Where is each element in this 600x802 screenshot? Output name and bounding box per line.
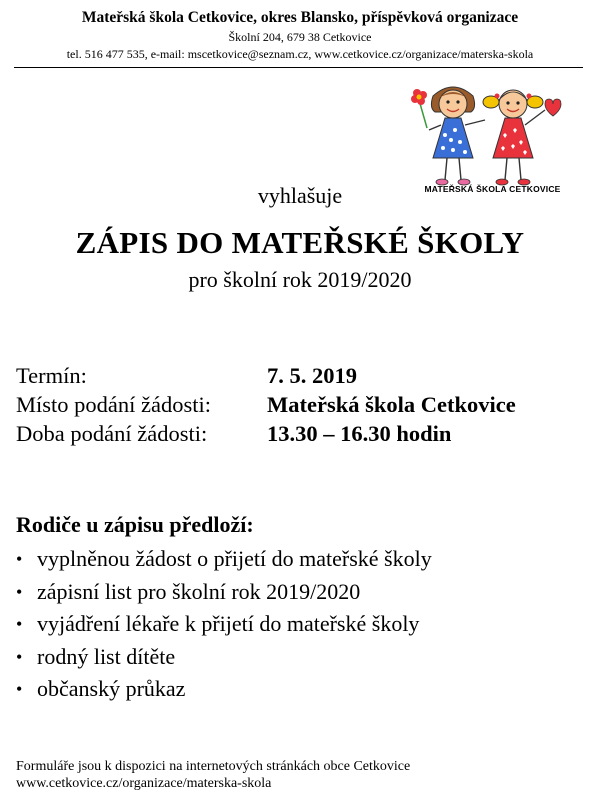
list-item-text: občanský průkaz xyxy=(37,676,186,701)
footer-note xyxy=(16,758,410,792)
enrollment-info xyxy=(16,361,516,448)
footer-url: www.cetkovice.cz/organizace/materska-skola xyxy=(16,776,272,791)
info-label: Doba podání žádosti: xyxy=(16,421,208,446)
child-left-figure xyxy=(411,87,485,185)
list-item-text: rodný list dítěte xyxy=(37,643,176,669)
list-item-text: vyplněnou žádost o přijetí do mateřské školy xyxy=(37,546,432,571)
bullet-icon: • xyxy=(16,614,23,634)
list-item xyxy=(16,608,432,641)
requirements-heading: Rodiče u zápisu předloží: xyxy=(16,512,254,537)
footer-text: Formuláře jsou k dispozici na internetových stránkách obce Cetkovice xyxy=(16,759,411,774)
info-row-time xyxy=(16,419,516,448)
organization-address: Školní 204, 679 38 Cetkovice xyxy=(228,30,372,44)
info-value: 7. 5. 2019 xyxy=(267,363,357,388)
logo-caption: MATEŘSKÁ ŠKOLA CETKOVICE xyxy=(424,184,561,194)
info-value: Mateřská škola Cetkovice xyxy=(267,392,516,417)
organization-contact: tel. 516 477 535, e-mail: mscetkovice@seznam.cz, www.cetkovice.cz/organizace/materska-skola xyxy=(66,47,534,61)
letterhead xyxy=(0,8,600,62)
bullet-icon: • xyxy=(16,581,23,602)
school-year-subtitle: pro školní rok 2019/2020 xyxy=(188,267,412,292)
info-row-place xyxy=(16,390,516,419)
info-label: Termín: xyxy=(16,363,87,388)
list-item-text: vyjádření lékaře k přijetí do mateřské školy xyxy=(37,611,420,636)
list-item xyxy=(16,576,432,609)
list-item xyxy=(16,673,432,706)
requirements-list xyxy=(16,543,432,706)
info-label: Místo podání žádosti: xyxy=(16,392,211,417)
list-item xyxy=(16,543,432,576)
bullet-icon: • xyxy=(16,646,23,667)
list-item-text: zápisní list pro školní rok 2019/2020 xyxy=(37,578,361,604)
header-divider xyxy=(14,67,583,68)
list-item xyxy=(16,641,432,674)
child-right-figure xyxy=(483,90,561,185)
info-row-date xyxy=(16,361,516,390)
kindergarten-logo-image xyxy=(405,80,580,200)
requirements-section xyxy=(16,511,432,706)
bullet-icon: • xyxy=(16,679,23,699)
announces-text: vyhlašuje xyxy=(257,183,343,208)
page-title: ZÁPIS DO MATEŘSKÉ ŠKOLY xyxy=(75,225,525,260)
info-value: 13.30 – 16.30 hodin xyxy=(267,421,452,446)
organization-name: Mateřská škola Cetkovice, okres Blansko, příspěvková organizace xyxy=(81,9,519,26)
bullet-icon: • xyxy=(16,549,23,569)
